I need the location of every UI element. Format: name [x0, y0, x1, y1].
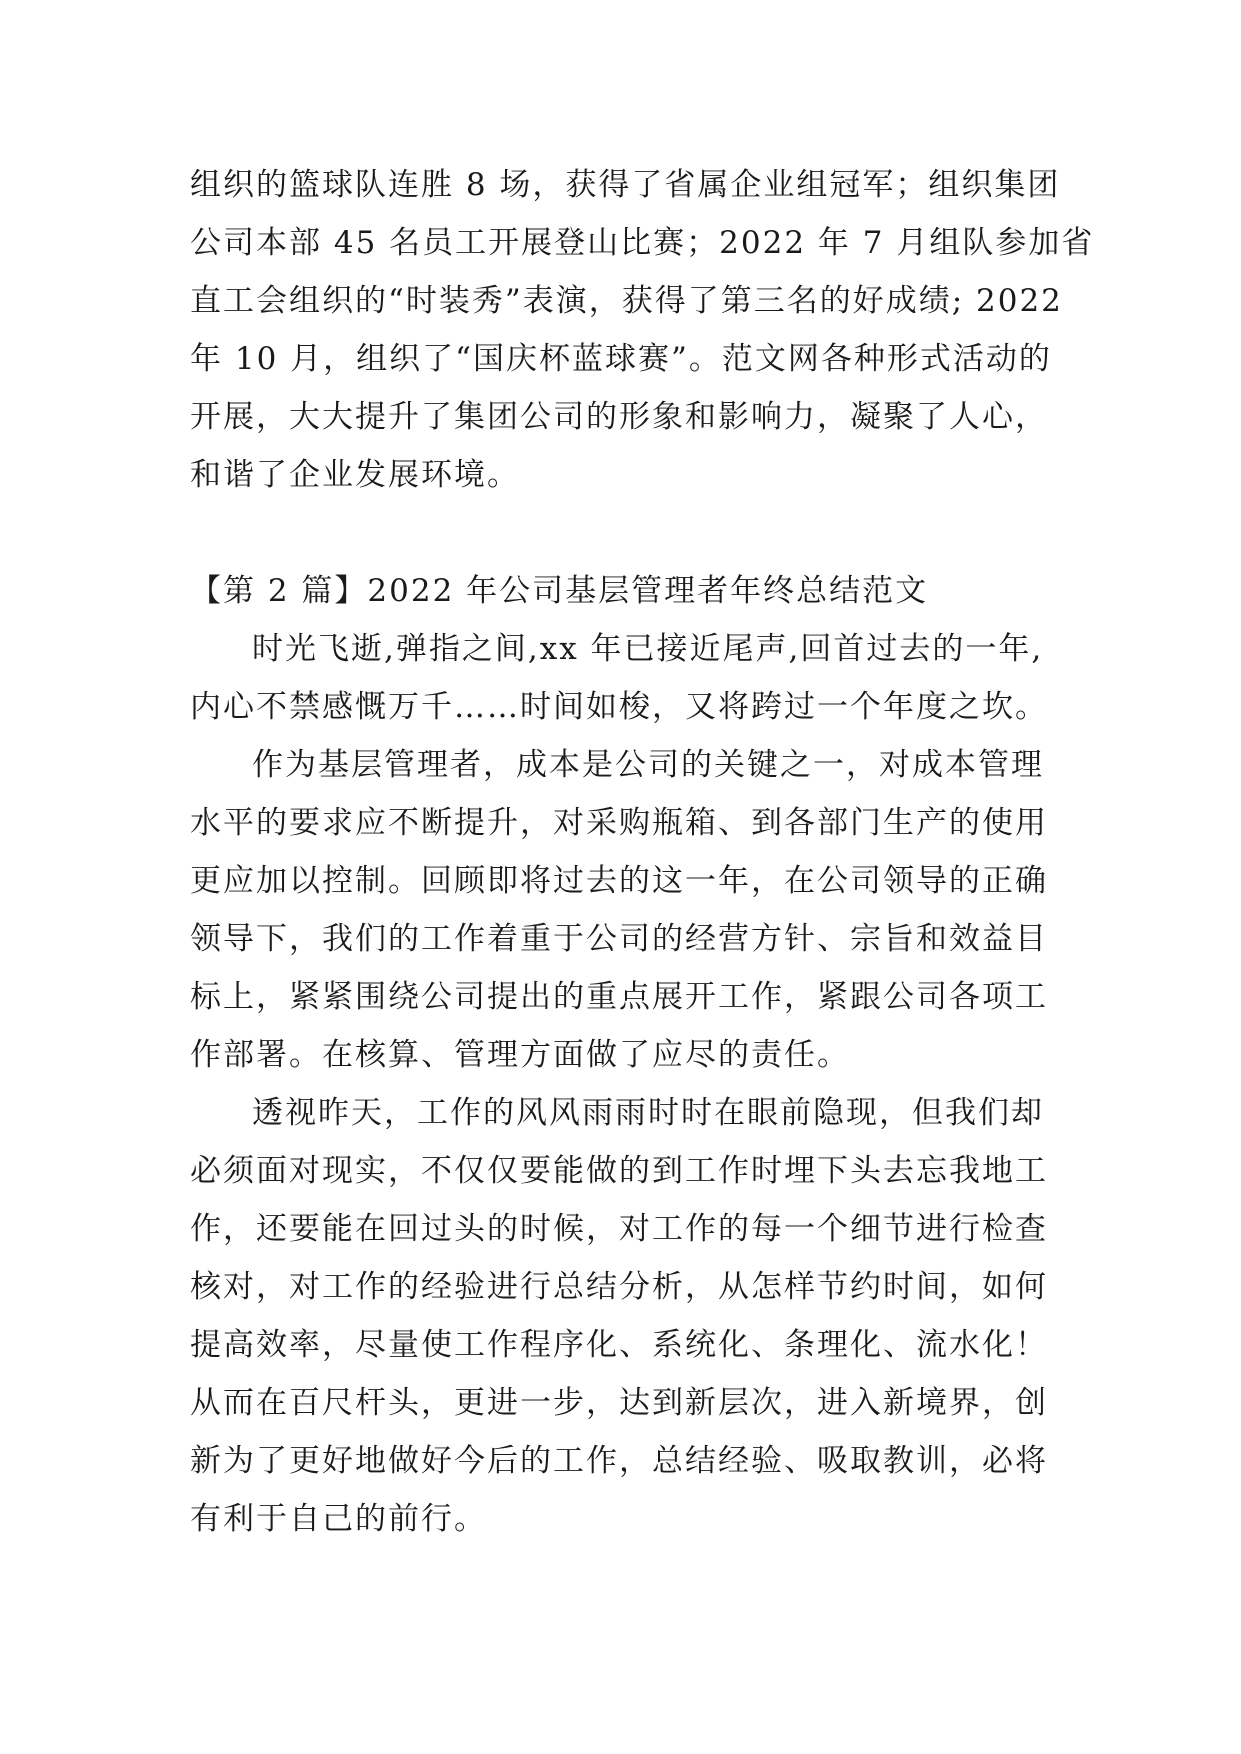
paragraph-line: 作，还要能在回过头的时候，对工作的每一个细节进行检查: [190, 1211, 1048, 1247]
section-title: 【第 2 篇】2022 年公司基层管理者年终总结范文: [190, 573, 929, 609]
paragraph-line: 透视昨天，工作的风风雨雨时时在眼前隐现，但我们却: [252, 1095, 1044, 1131]
intro-line: 年 10 月，组织了“国庆杯蓝球赛”。范文网各种形式活动的: [190, 341, 1052, 377]
intro-line: 和谐了企业发展环境。: [190, 457, 520, 493]
section-heading: [190, 562, 1060, 620]
paragraph-line: 内心不禁感慨万千……时间如梭，又将跨过一个年度之坎。: [190, 689, 1048, 725]
intro-paragraph: [190, 156, 1095, 504]
intro-line: 组织的篮球队连胜 8 场，获得了省属企业组冠军；组织集团: [190, 167, 1061, 203]
paragraph-line: 更应加以控制。回顾即将过去的这一年，在公司领导的正确: [190, 863, 1048, 899]
intro-line: 开展，大大提升了集团公司的形象和影响力，凝聚了人心，: [190, 399, 1048, 435]
paragraph-line: 提高效率，尽量使工作程序化、系统化、条理化、流水化！: [190, 1327, 1048, 1363]
paragraph-line: 领导下，我们的工作着重于公司的经营方针、宗旨和效益目: [190, 921, 1048, 957]
intro-line: 公司本部 45 名员工开展登山比赛；2022 年 7 月组队参加省: [190, 225, 1095, 261]
paragraph-line: 作部署。在核算、管理方面做了应尽的责任。: [190, 1037, 850, 1073]
paragraph-3: [190, 1084, 1060, 1548]
paragraph-line: 有利于自己的前行。: [190, 1501, 487, 1537]
paragraph-1: [190, 620, 1060, 736]
paragraph-line: 标上，紧紧围绕公司提出的重点展开工作，紧跟公司各项工: [190, 979, 1048, 1015]
paragraph-2: [190, 736, 1060, 1084]
section-body: [190, 620, 1060, 1548]
paragraph-line: 从而在百尺杆头，更进一步，达到新层次，进入新境界，创: [190, 1385, 1048, 1421]
intro-line: 直工会组织的“时装秀”表演，获得了第三名的好成绩; 2022: [190, 283, 1063, 319]
paragraph-line: 新为了更好地做好今后的工作，总结经验、吸取教训，必将: [190, 1443, 1048, 1479]
paragraph-line: 必须面对现实，不仅仅要能做的到工作时埋下头去忘我地工: [190, 1153, 1048, 1189]
paragraph-line: 核对，对工作的经验进行总结分析，从怎样节约时间，如何: [190, 1269, 1048, 1305]
paragraph-line: 作为基层管理者，成本是公司的关键之一，对成本管理: [252, 747, 1044, 783]
paragraph-line: 水平的要求应不断提升，对采购瓶箱、到各部门生产的使用: [190, 805, 1048, 841]
paragraph-line: 时光飞逝,弹指之间,xx 年已接近尾声,回首过去的一年,: [252, 631, 1044, 667]
